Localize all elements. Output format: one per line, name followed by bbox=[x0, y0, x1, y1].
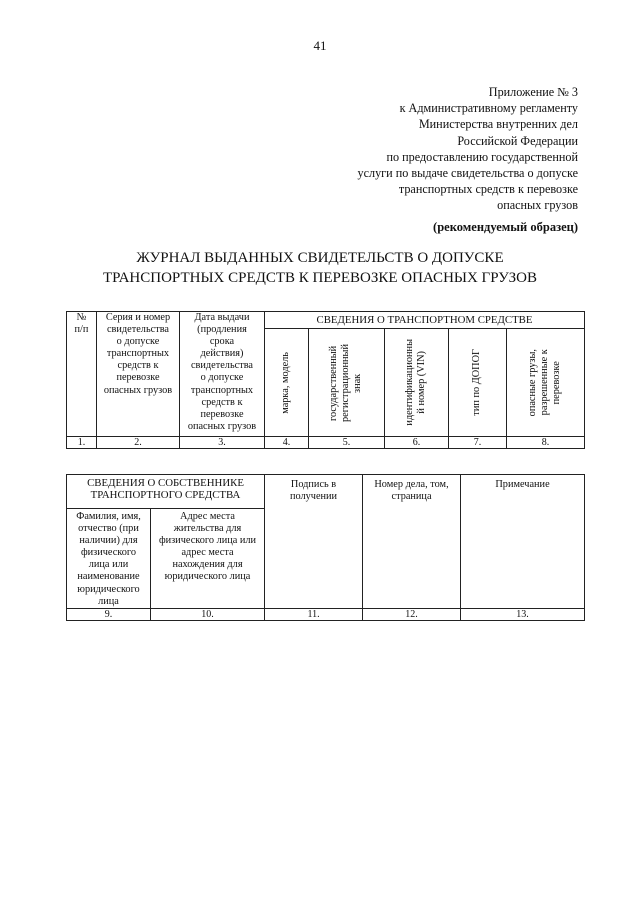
header-line: Номер дела, том, bbox=[374, 479, 449, 490]
header-line: идентификационны bbox=[404, 339, 416, 426]
title-line-1: ЖУРНАЛ ВЫДАННЫХ СВИДЕТЕЛЬСТВ О ДОПУСКЕ bbox=[136, 250, 504, 266]
header-adr-type bbox=[449, 329, 507, 437]
column-number: 13. bbox=[461, 609, 585, 621]
column-number: 5. bbox=[309, 437, 385, 449]
header-line: Дата выдачи bbox=[194, 312, 250, 323]
header-line: перевозке bbox=[200, 408, 244, 420]
vertical-header bbox=[527, 349, 563, 416]
header-line: юридического лица bbox=[164, 571, 251, 583]
vertical-header bbox=[404, 339, 428, 426]
appendix-line: Министерства внутренних дел bbox=[418, 117, 578, 132]
header-line: страница bbox=[391, 491, 432, 503]
journal-table-owner bbox=[66, 474, 585, 621]
header-note bbox=[461, 475, 585, 609]
appendix-line: к Административному регламенту bbox=[399, 101, 578, 116]
header-registration-plate bbox=[309, 329, 385, 437]
header-line: жительства для bbox=[173, 523, 242, 535]
header-line: физического лица или bbox=[158, 535, 257, 547]
header-line: свидетельства bbox=[106, 324, 170, 336]
column-number: 1. bbox=[67, 437, 97, 449]
header-case-number bbox=[363, 475, 461, 609]
header-line: Серия и номер bbox=[105, 312, 171, 323]
header-line: действия) bbox=[200, 348, 244, 360]
appendix-header bbox=[278, 84, 578, 214]
appendix-line: опасных грузов bbox=[497, 198, 578, 213]
header-line: марка, модель bbox=[280, 351, 292, 414]
header-line: разрешенные к bbox=[539, 349, 551, 416]
header-line: о допуске bbox=[200, 372, 244, 384]
sample-label: (рекомендуемый образец) bbox=[433, 220, 578, 234]
header-line: п/п bbox=[74, 324, 89, 336]
header-line: лица bbox=[98, 595, 119, 607]
appendix-line: по предоставлению государственной bbox=[386, 149, 578, 164]
header-line: Примечание bbox=[495, 479, 550, 490]
header-line: наличии) для bbox=[79, 535, 138, 547]
header-line: Адрес места bbox=[180, 511, 235, 522]
header-make-model bbox=[265, 329, 309, 437]
header-line: регистрационный bbox=[340, 343, 352, 422]
vertical-header bbox=[328, 344, 364, 422]
header-line: Подпись в bbox=[290, 479, 337, 490]
document-title bbox=[0, 248, 640, 288]
header-owner-info bbox=[67, 475, 265, 509]
column-number: 9. bbox=[67, 609, 151, 621]
header-line: государственный bbox=[328, 344, 340, 421]
header-line: опасных грузов bbox=[103, 384, 173, 396]
header-line: получении bbox=[289, 491, 338, 503]
column-number: 6. bbox=[385, 437, 449, 449]
header-vehicle-info: СВЕДЕНИЯ О ТРАНСПОРТНОМ СРЕДСТВЕ bbox=[265, 312, 585, 329]
column-number: 2. bbox=[97, 437, 180, 449]
column-number: 8. bbox=[507, 437, 585, 449]
header-line: нахождения для bbox=[172, 559, 243, 571]
appendix-line: услуги по выдаче свидетельства о допуске bbox=[357, 166, 578, 181]
page-number: 41 bbox=[313, 38, 327, 53]
header-line: № bbox=[76, 312, 87, 323]
header-line: средств к bbox=[117, 360, 159, 372]
header-line: знак bbox=[352, 372, 364, 393]
header-line: опасные грузы, bbox=[527, 348, 539, 417]
header-line: свидетельства bbox=[190, 360, 254, 372]
vertical-header bbox=[280, 352, 292, 414]
header-line: й номер (VIN) bbox=[416, 351, 428, 414]
journal-table-vehicle bbox=[66, 311, 585, 449]
header-line: СВЕДЕНИЯ О СОБСТВЕННИКЕ bbox=[87, 477, 244, 489]
header-permitted-goods bbox=[507, 329, 585, 437]
header-signature bbox=[265, 475, 363, 609]
title-line-2: ТРАНСПОРТНЫХ СРЕДСТВ К ПЕРЕВОЗКЕ ОПАСНЫХ ГРУЗОВ bbox=[103, 270, 537, 286]
header-line: средств к bbox=[201, 396, 243, 408]
header-line: о допуске bbox=[116, 336, 160, 348]
header-line: транспортных bbox=[190, 384, 254, 396]
header-line: опасных грузов bbox=[187, 420, 257, 432]
column-number: 7. bbox=[449, 437, 507, 449]
header-vin bbox=[385, 329, 449, 437]
column-number: 4. bbox=[265, 437, 309, 449]
header-certificate-number bbox=[97, 312, 180, 437]
header-line: юридического bbox=[77, 583, 140, 595]
header-line: ТРАНСПОРТНОГО СРЕДСТВА bbox=[90, 489, 241, 502]
header-line: наименование bbox=[77, 571, 140, 583]
header-line: тип по ДОПОГ bbox=[471, 349, 483, 416]
header-line: лица или bbox=[88, 559, 129, 571]
header-line: Фамилия, имя, bbox=[76, 511, 141, 522]
header-line: перевозке bbox=[551, 360, 563, 405]
header-line: перевозке bbox=[116, 372, 160, 384]
vertical-header bbox=[471, 349, 483, 416]
header-line: (продления bbox=[197, 324, 247, 336]
appendix-line: транспортных средств к перевозке bbox=[398, 182, 578, 197]
header-owner-address bbox=[151, 509, 265, 609]
header-line: транспортных bbox=[106, 348, 170, 360]
column-number: 3. bbox=[180, 437, 265, 449]
header-line: отчество (при bbox=[78, 523, 139, 535]
appendix-line: Приложение № 3 bbox=[488, 85, 578, 99]
column-number: 11. bbox=[265, 609, 363, 621]
appendix-line: Российской Федерации bbox=[457, 133, 578, 148]
header-line: физического bbox=[80, 547, 137, 559]
header-issue-date bbox=[180, 312, 265, 437]
column-number: 12. bbox=[363, 609, 461, 621]
header-owner-name bbox=[67, 509, 151, 609]
column-number: 10. bbox=[151, 609, 265, 621]
header-row-number bbox=[67, 312, 97, 437]
header-line: адрес места bbox=[181, 547, 234, 559]
header-line: срока bbox=[209, 336, 235, 348]
